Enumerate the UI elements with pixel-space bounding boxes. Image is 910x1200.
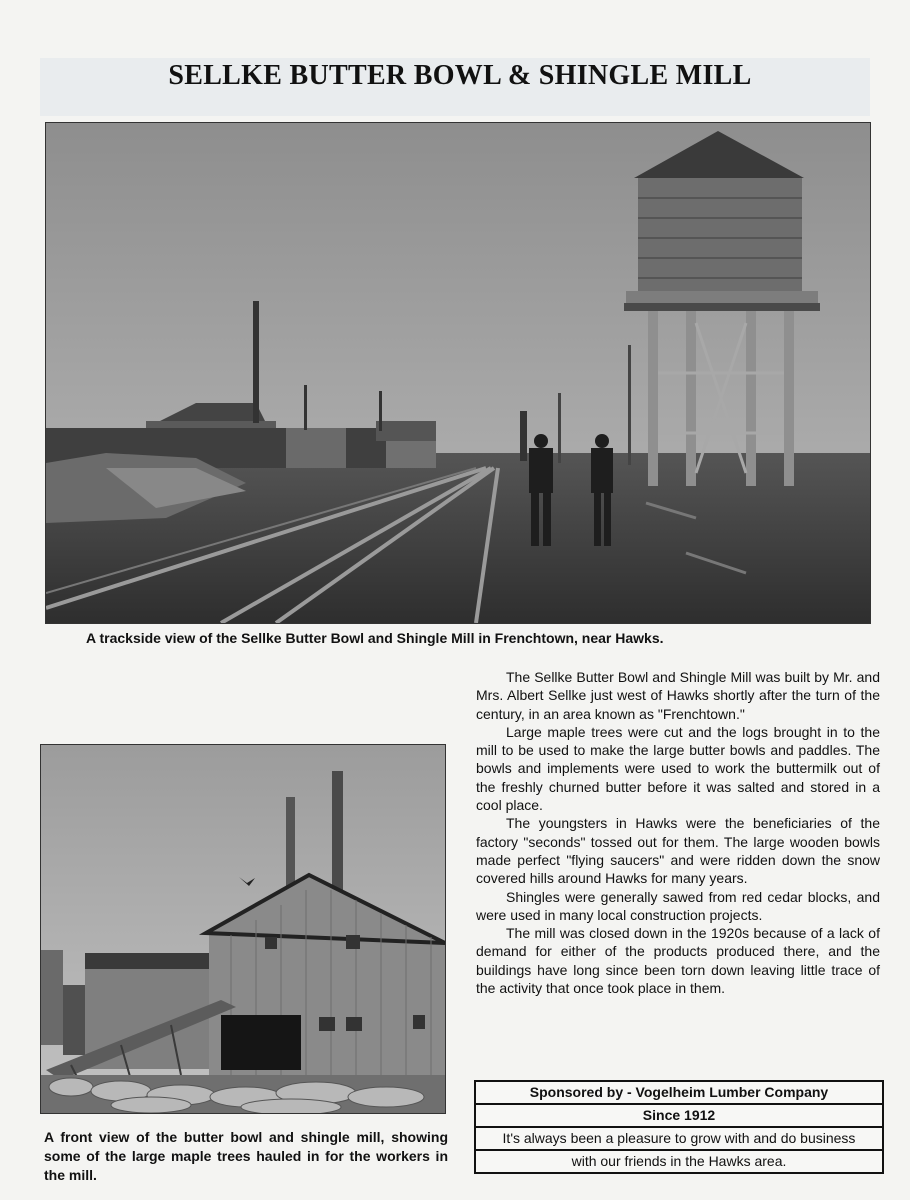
trackside-photo-caption: A trackside view of the Sellke Butter Bowl and Shingle Mill in Frenchtown, near Hawks. — [86, 630, 664, 646]
article-paragraph: The Sellke Butter Bowl and Shingle Mill was built by Mr. and Mrs. Albert Sellke just west of Hawks shortly after the turn of the century, in an area known as "Frenchtown." — [476, 669, 880, 722]
sponsor-line: Sponsored by - Vogelheim Lumber Company — [476, 1082, 882, 1105]
sponsor-message: It's always been a pleasure to grow with and do business — [476, 1128, 882, 1151]
article-body — [476, 668, 880, 997]
sponsor-since: Since 1912 — [476, 1105, 882, 1128]
trackside-photo — [45, 122, 871, 624]
article-paragraph: Shingles were generally sawed from red cedar blocks, and were used in many local construction projects. — [476, 888, 880, 923]
page-title: SELLKE BUTTER BOWL & SHINGLE MILL — [168, 60, 752, 91]
mill-front-photo-caption: A front view of the butter bowl and shingle mill, showing some of the large maple trees hauled in for the workers in the mill. — [44, 1129, 448, 1183]
mill-front-photo — [40, 744, 446, 1114]
article-paragraph: Large maple trees were cut and the logs brought in to the mill to be used to make the large butter bowls and paddles. The bowls and implements were used to work the buttermilk out of the freshly churned butter before it was salted and stored in a cool place. — [476, 723, 880, 814]
sponsor-box — [474, 1080, 884, 1174]
article-paragraph: The youngsters in Hawks were the beneficiaries of the factory "seconds" tossed out for them. The large wooden bowls made perfect "flying saucers" and were ridden down the snow covered hills around Hawks for many years. — [476, 815, 880, 887]
sponsor-message: with our friends in the Hawks area. — [571, 1153, 787, 1169]
article-paragraph: The mill was closed down in the 1920s because of a lack of demand for either of the products produced there, and the buildings have long since been torn down leaving little trace of the activity that once took place in them. — [476, 925, 880, 997]
